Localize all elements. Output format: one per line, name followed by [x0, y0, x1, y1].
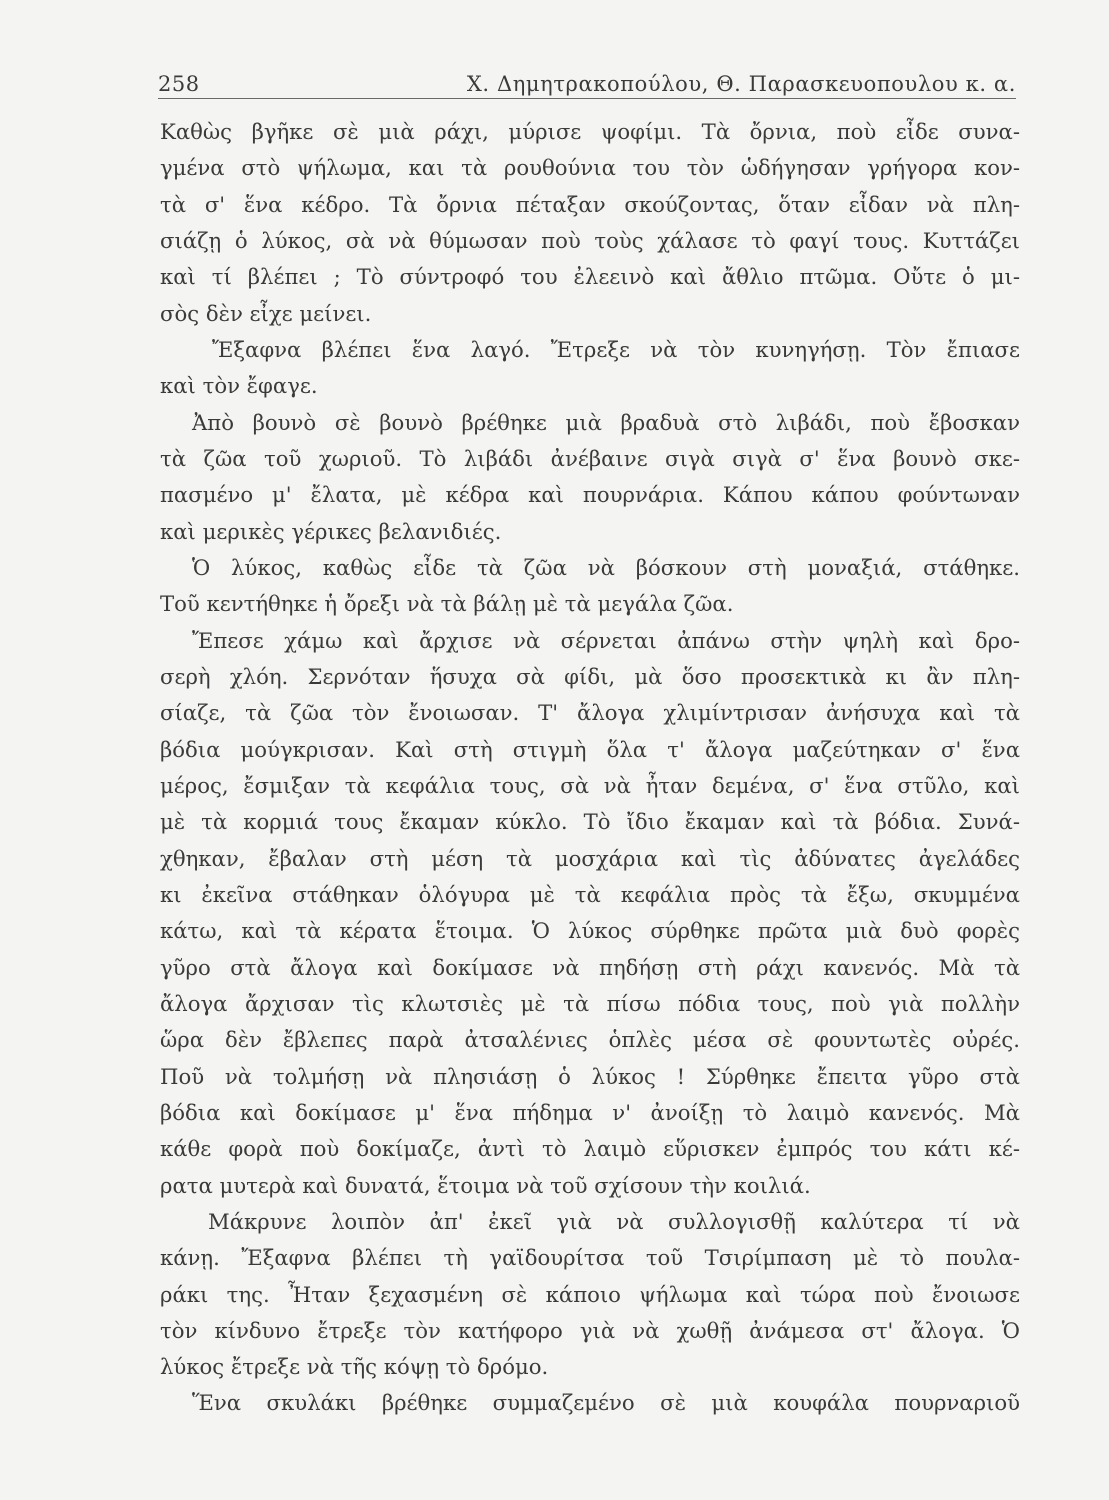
text-line: Ἀπὸ βουνὸ σὲ βουνὸ βρέθηκε μιὰ βραδυὰ στὸ λιβάδι, ποὺ ἔβοσκαν	[192, 409, 1020, 435]
text-line: γῦρο στὰ ἄλογα καὶ δοκίμασε νὰ πηδήσῃ στὴ ράχι κανενός. Μὰ τὰ	[160, 954, 1020, 980]
text-line: καὶ μερικὲς γέρικες βελανιδιές.	[160, 518, 502, 544]
text-line: σιάζῃ ὁ λύκος, σὰ νὰ θύμωσαν ποὺ τοὺς χάλασε τὸ φαγί τους. Κυττάζει	[160, 227, 1020, 253]
text-line: σερὴ χλόη. Σερνόταν ἥσυχα σὰ φίδι, μὰ ὅσο προσεκτικὰ κι ἂν πλη-	[160, 663, 1020, 689]
text-line: κι ἐκεῖνα στάθηκαν ὁλόγυρα μὲ τὰ κεφάλια πρὸς τὰ ἔξω, σκυμμένα	[160, 881, 1020, 907]
text-line: κάτω, καὶ τὰ κέρατα ἕτοιμα. Ὁ λύκος σύρθηκε πρῶτα μιὰ δυὸ φορὲς	[160, 918, 1020, 944]
text-line: μέρος, ἔσμιξαν τὰ κεφάλια τους, σὰ νὰ ἦταν δεμένα, σ' ἕνα στῦλο, καὶ	[160, 772, 1020, 798]
text-line: ρατα μυτερὰ καὶ δυνατά, ἕτοιμα νὰ τοῦ σχίσουν τὴν κοιλιά.	[160, 1172, 811, 1198]
text-line: κάνῃ. Ἔξαφνα βλέπει τὴ γαϊδουρίτσα τοῦ Τσιρίμπαση μὲ τὸ πουλα-	[160, 1245, 1020, 1271]
text-line: χθηκαν, ἔβαλαν στὴ μέση τὰ μοσχάρια καὶ τὶς ἀδύνατες ἀγελάδες	[160, 845, 1020, 871]
text-line: ἄλογα ἄρχισαν τὶς κλωτσιὲς μὲ τὰ πίσω πόδια τους, ποὺ γιὰ πολλὴν	[160, 990, 1020, 1016]
text-line: τὸν κίνδυνο ἔτρεξε τὸν κατήφορο γιὰ νὰ χωθῇ ἀνάμεσα στ' ἄλογα. Ὁ	[160, 1317, 1020, 1343]
text-line: Ὁ λύκος, καθὼς εἶδε τὰ ζῶα νὰ βόσκουν στὴ μοναξιά, στάθηκε.	[192, 554, 1020, 580]
text-line: τὰ σ' ἕνα κέδρο. Τὰ ὄρνια πέταξαν σκούζοντας, ὅταν εἶδαν νὰ πλη-	[160, 191, 1020, 217]
body-text	[160, 114, 1020, 1422]
running-title: Χ. Δημητρακοπούλου, Θ. Παρασκευοπουλου κ. α.	[466, 72, 1016, 96]
text-line: Ἕνα σκυλάκι βρέθηκε συμμαζεμένο σὲ μιὰ κουφάλα πουρναριοῦ	[192, 1390, 1020, 1416]
text-line: μὲ τὰ κορμιά τους ἔκαμαν κύκλο. Τὸ ἴδιο ἔκαμαν καὶ τὰ βόδια. Συνά-	[160, 809, 1020, 835]
text-line: Ἔξαφνα βλέπει ἕνα λαγό. Ἔτρεξε νὰ τὸν κυνηγήσῃ. Τὸν ἔπιασε	[212, 336, 1020, 362]
text-line: βόδια μούγκρισαν. Καὶ στὴ στιγμὴ ὅλα τ' ἄλογα μαζεύτηκαν σ' ἕνα	[160, 736, 1020, 762]
text-line: σὸς δὲν εἶχε μείνει.	[160, 300, 372, 326]
text-line: λύκος ἔτρεξε νὰ τῆς κόψῃ τὸ δρόμο.	[160, 1354, 549, 1380]
text-line: Μάκρυνε λοιπὸν ἀπ' ἐκεῖ γιὰ νὰ συλλογισθῇ καλύτερα τί νὰ	[208, 1208, 1020, 1234]
text-line: πασμένο μ' ἔλατα, μὲ κέδρα καὶ πουρνάρια. Κάπου κάπου φούντωναν	[160, 482, 1020, 508]
text-line: κάθε φορὰ ποὺ δοκίμαζε, ἀντὶ τὸ λαιμὸ εὕρισκεν ἐμπρός του κάτι κέ-	[160, 1136, 1020, 1162]
text-line: Ποῦ νὰ τολμήσῃ νὰ πλησιάσῃ ὁ λύκος ! Σύρθηκε ἔπειτα γῦρο στὰ	[160, 1063, 1020, 1089]
text-line: καὶ τὸν ἔφαγε.	[160, 373, 318, 399]
text-line: Ἔπεσε χάμω καὶ ἄρχισε νὰ σέρνεται ἀπάνω στὴν ψηλὴ καὶ δρο-	[192, 627, 1020, 653]
text-line: Καθὼς βγῆκε σὲ μιὰ ράχι, μύρισε ψοφίμι. Τὰ ὄρνια, ποὺ εἶδε συνα-	[160, 119, 1020, 144]
text-line: γμένα στὸ ψήλωμα, και τὰ ρουθούνια του τὸν ὡδήγησαν γρήγορα κον-	[160, 155, 1020, 181]
text-line: καὶ τί βλέπει ; Τὸ σύντροφό του ἐλεεινὸ καὶ ἄθλιο πτῶμα. Οὔτε ὁ μι-	[160, 264, 1020, 290]
text-line: Τοῦ κεντήθηκε ἡ ὄρεξι νὰ τὰ βάλῃ μὲ τὰ μεγάλα ζῶα.	[160, 591, 734, 617]
text-line: ὥρα δὲν ἔβλεπες παρὰ ἀτσαλένιες ὁπλὲς μέσα σὲ φουντωτὲς οὐρές.	[160, 1027, 1020, 1053]
text-line: βόδια καὶ δοκίμασε μ' ἕνα πήδημα ν' ἀνοίξῃ τὸ λαιμὸ κανενός. Μὰ	[160, 1099, 1020, 1125]
text-line: ράκι της. Ἦταν ξεχασμένη σὲ κάποιο ψήλωμα καὶ τώρα ποὺ ἔνοιωσε	[160, 1281, 1020, 1307]
text-line: τὰ ζῶα τοῦ χωριοῦ. Τὸ λιβάδι ἀνέβαινε σιγὰ σιγὰ σ' ἕνα βουνὸ σκε-	[160, 445, 1020, 471]
page-number: 258	[158, 72, 200, 96]
page-header	[158, 66, 1016, 99]
text-line: σίαζε, τὰ ζῶα τὸν ἔνοιωσαν. Τ' ἄλογα χλιμίντρισαν ἀνήσυχα καὶ τὰ	[160, 700, 1020, 726]
